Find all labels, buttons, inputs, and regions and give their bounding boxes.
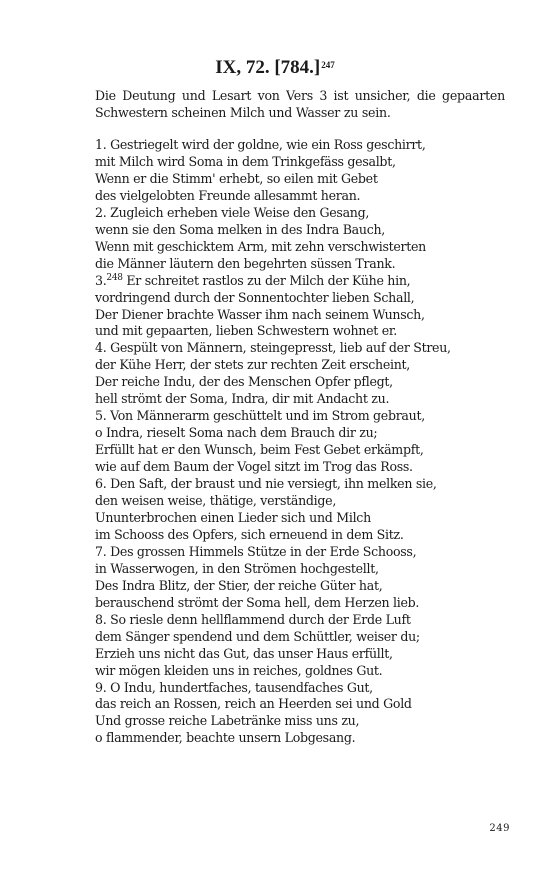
verse-line <box>95 391 515 408</box>
verse-line <box>95 663 515 680</box>
page-number: 249 <box>489 823 510 834</box>
verse-line <box>95 561 515 578</box>
verse-line <box>95 137 515 154</box>
verse-text: Erfüllt hat er den Wunsch, beim Fest Gebet erkämpft, <box>95 442 424 458</box>
verse-line <box>95 323 515 340</box>
verse-text: berauschend strömt der Soma hell, dem Herzen lieb. <box>95 594 420 610</box>
title-footnote-marker: 247 <box>321 60 335 70</box>
verse-line <box>95 357 515 374</box>
verse-text: 2. Zugleich erheben viele Weise den Gesang, <box>95 204 370 220</box>
verse-text: mit Milch wird Soma in dem Trinkgefäss gesalbt, <box>95 153 396 169</box>
verse-text: Wenn er die Stimm' erhebt, so eilen mit Gebet <box>95 170 378 186</box>
verse-line <box>95 696 515 713</box>
verse-text: die Männer läutern den begehrten süssen Trank. <box>95 255 396 271</box>
verse-text: vordringend durch der Sonnentochter lieben Schall, <box>95 289 415 305</box>
verse-text: 1. Gestriegelt wird der goldne, wie ein Ross geschirrt, <box>95 137 426 152</box>
verse-line <box>95 493 515 510</box>
verse-line <box>95 290 515 307</box>
verse-text: Der Diener brachte Wasser ihm nach seinem Wunsch, <box>95 306 425 322</box>
verse-line <box>95 612 515 629</box>
verse-line <box>95 273 515 290</box>
verse-line <box>95 713 515 730</box>
verse-text: Und grosse reiche Labetränke miss uns zu, <box>95 713 360 729</box>
verse-text: Des Indra Blitz, der Stier, der reiche Güter hat, <box>95 577 383 593</box>
verse-text: und mit gepaarten, lieben Schwestern wohnet er. <box>95 323 397 339</box>
verse-text: dem Sänger spendend und dem Schüttler, weiser du; <box>95 628 420 644</box>
verse-footnote-marker: 248 <box>106 272 123 283</box>
verse-line <box>95 510 515 527</box>
verse-text: Ununterbrochen einen Lieder sich und Milch <box>95 509 371 525</box>
verse-text: Der reiche Indu, der des Menschen Opfer pflegt, <box>95 374 393 390</box>
verse-line <box>95 307 515 324</box>
verse-number: 3. <box>95 272 107 288</box>
verse-line <box>95 527 515 544</box>
verse-line <box>95 425 515 442</box>
verse-text: o flammender, beachte unsern Lobgesang. <box>95 730 356 746</box>
verse-text: im Schooss des Opfers, sich erneuend in dem Sitz. <box>95 526 404 542</box>
verse-text: Wenn mit geschicktem Arm, mit zehn verschwisterten <box>95 238 426 254</box>
verse-line <box>95 256 515 273</box>
verse-text: wie auf dem Baum der Vogel sitzt im Trog das Ross. <box>95 459 413 475</box>
verse-line <box>95 188 515 205</box>
verse-text: 6. Den Saft, der braust und nie versiegt, ihn melken sie, <box>95 476 437 492</box>
verse-line <box>95 629 515 646</box>
verse-text: der Kühe Herr, der stets zur rechten Zeit erscheint, <box>95 357 410 373</box>
verse-line <box>95 730 515 747</box>
verse-line <box>95 374 515 391</box>
verse-text: 7. Des grossen Himmels Stütze in der Erde Schooss, <box>95 543 417 559</box>
verse-line <box>95 171 515 188</box>
verse-line <box>95 680 515 697</box>
verse-text: das reich an Rossen, reich an Heerden sei und Gold <box>95 696 412 712</box>
verse-line <box>95 442 515 459</box>
verse-text: wenn sie den Soma melken in des Indra Bauch, <box>95 221 385 237</box>
verse-text: in Wasserwogen, in den Strömen hochgestellt, <box>95 560 379 576</box>
verse-line <box>95 239 515 256</box>
verse-line <box>95 205 515 222</box>
verse-block <box>95 137 515 747</box>
title-text: IX, 72. [784.] <box>215 57 321 78</box>
page-title <box>0 57 550 79</box>
verse-line <box>95 578 515 595</box>
verse-text: Erzieh uns nicht das Gut, das unser Haus erfüllt, <box>95 645 393 661</box>
verse-text: 8. So riesle denn hellflammend durch der Erde Luft <box>95 611 411 627</box>
verse-text: des vielgelobten Freunde allesammt heran. <box>95 187 361 203</box>
verse-line <box>95 544 515 561</box>
verse-text: 9. O Indu, hundertfaches, tausendfaches Gut, <box>95 679 373 695</box>
verse-text: hell strömt der Soma, Indra, dir mit Andacht zu. <box>95 391 390 407</box>
verse-text: den weisen weise, thätige, verständige, <box>95 493 337 509</box>
verse-text: Er schreitet rastlos zu der Milch der Kühe hin, <box>122 272 411 288</box>
verse-line <box>95 459 515 476</box>
verse-text: o Indra, rieselt Soma nach dem Brauch dir zu; <box>95 425 378 441</box>
verse-line <box>95 476 515 493</box>
intro-paragraph: Die Deutung und Lesart von Vers 3 ist unsicher, die gepaarten Schwestern scheinen Milch und Wasser zu sein. <box>95 88 505 120</box>
verse-line <box>95 595 515 612</box>
verse-text: 5. Von Männerarm geschüttelt und im Strom gebraut, <box>95 408 425 424</box>
verse-text: wir mögen kleiden uns in reiches, goldnes Gut. <box>95 662 383 678</box>
verse-line <box>95 408 515 425</box>
verse-line <box>95 222 515 239</box>
verse-line <box>95 154 515 171</box>
verse-line <box>95 646 515 663</box>
verse-line <box>95 340 515 357</box>
verse-text: 4. Gespült von Männern, steingepresst, lieb auf der Streu, <box>95 340 451 356</box>
